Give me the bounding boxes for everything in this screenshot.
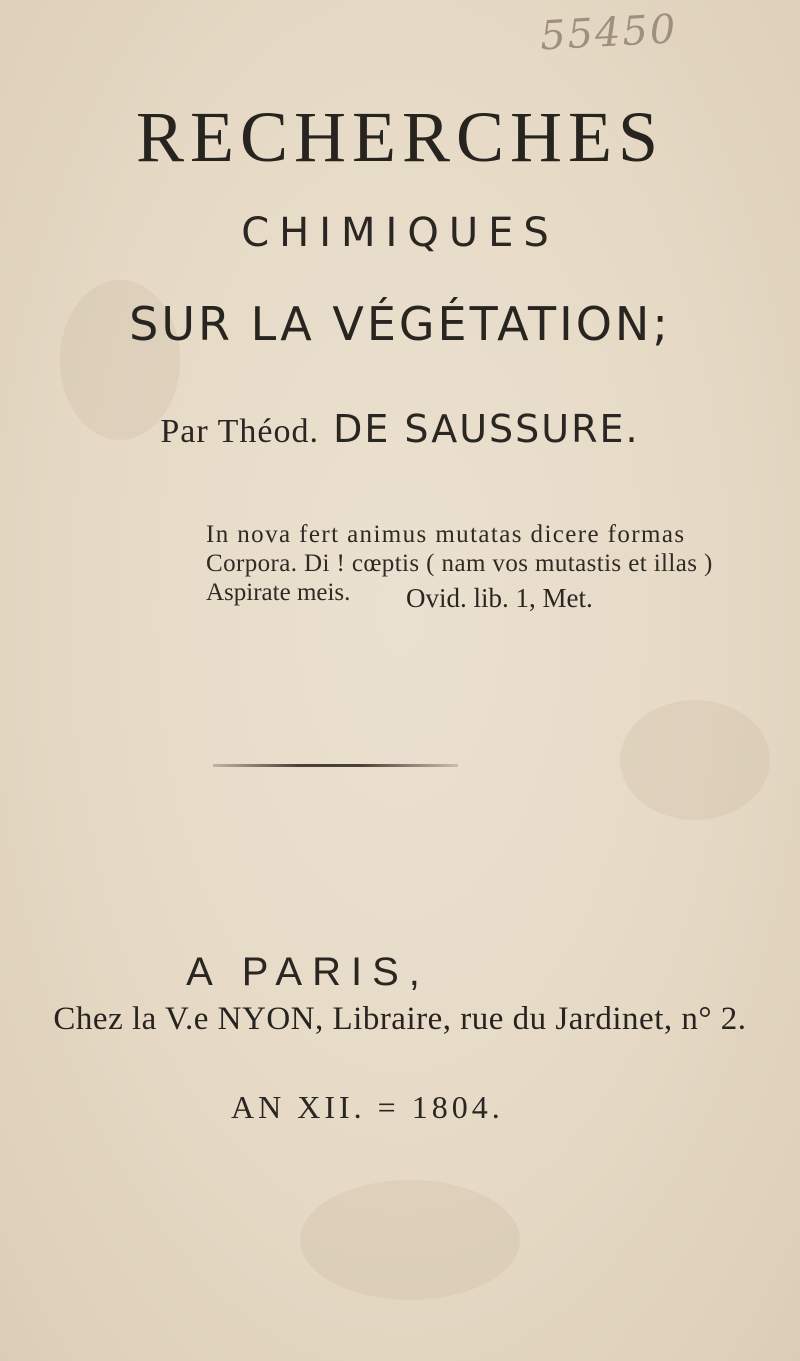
handwritten-shelfmark: 55450 (538, 6, 679, 60)
divider-rule (213, 764, 458, 767)
author-line (0, 407, 800, 451)
epigraph-line: In nova fert animus mutatas dicere formas (206, 521, 686, 548)
paper-stain (620, 700, 770, 820)
title-line-2: CHIMIQUES (241, 210, 559, 256)
epigraph-line: Aspirate meis. (206, 579, 351, 606)
epigraph-line: Corpora. Di ! cœptis ( nam vos mutastis et illas ) (206, 550, 713, 577)
paper-stain (300, 1180, 520, 1300)
title-line-1: RECHERCHES (135, 97, 665, 177)
author-name: DE SAUSSURE. (333, 407, 640, 451)
imprint-date: AN XII. = 1804. (231, 1089, 504, 1125)
epigraph-citation: Ovid. lib. 1, Met. (406, 583, 593, 613)
title-line-3: SUR LA VÉGÉTATION; (129, 297, 671, 351)
imprint-publisher: Chez la V.e NYON, Libraire, rue du Jardinet, n° 2. (53, 1001, 747, 1037)
author-prefix: Par Théod. (160, 413, 319, 450)
imprint-place: A PARIS, (186, 950, 430, 994)
